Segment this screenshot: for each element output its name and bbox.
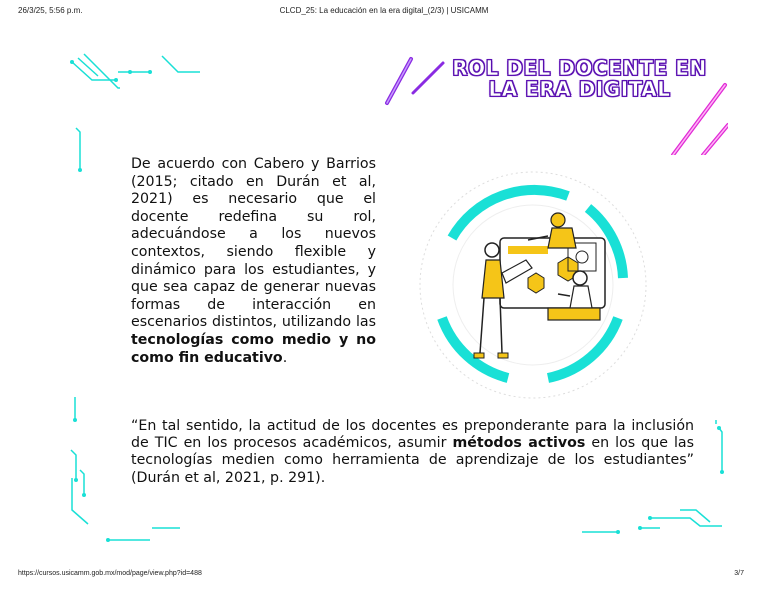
paragraph2-end: en los que las tecnologías medien como herramienta de aprendizaje de los estudiantes” (Durán et al, 2021, p. 291). [131, 435, 695, 486]
paragraph1-text: De acuerdo con Cabero y Barrios (2015; citado en Durán et al, 2021) es necesario que el docente redefina su rol, adecuándose a los nuevos contextos, siendo flexible y dinámico para los estudiantes, y que sea capaz de generar nuevas formas de interacción en escenarios distintos, utilizando las [131, 156, 376, 331]
paragraph-rol-docente [131, 156, 376, 367]
paragraph2-text: “En tal sentido, la actitud de los docentes es preponderante para la inclusión de TIC en los procesos académicos, asumir [131, 418, 694, 452]
paragraph1-end: . [282, 349, 288, 366]
print-page-title: CLCD_25: La educación en la era digital_(2/3) | USICAMM [279, 6, 489, 15]
teachers-illustration [408, 168, 658, 403]
print-datetime: 26/3/25, 5:56 p.m. [18, 6, 83, 15]
paragraph1-bold: tecnologías como medio y no como fin educativo [131, 331, 376, 366]
print-page-counter: 3/7 [734, 570, 744, 577]
slide-title [432, 58, 727, 100]
slide-title-line1: ROL DEL DOCENTE EN [452, 56, 707, 80]
slide-title-line2: LA ERA DIGITAL [488, 77, 671, 101]
paragraph2-bold: métodos activos [452, 435, 586, 452]
print-url: https://cursos.usicamm.gob.mx/mod/page/view.php?id=488 [18, 570, 202, 577]
paragraph-quote-duran [131, 418, 694, 487]
